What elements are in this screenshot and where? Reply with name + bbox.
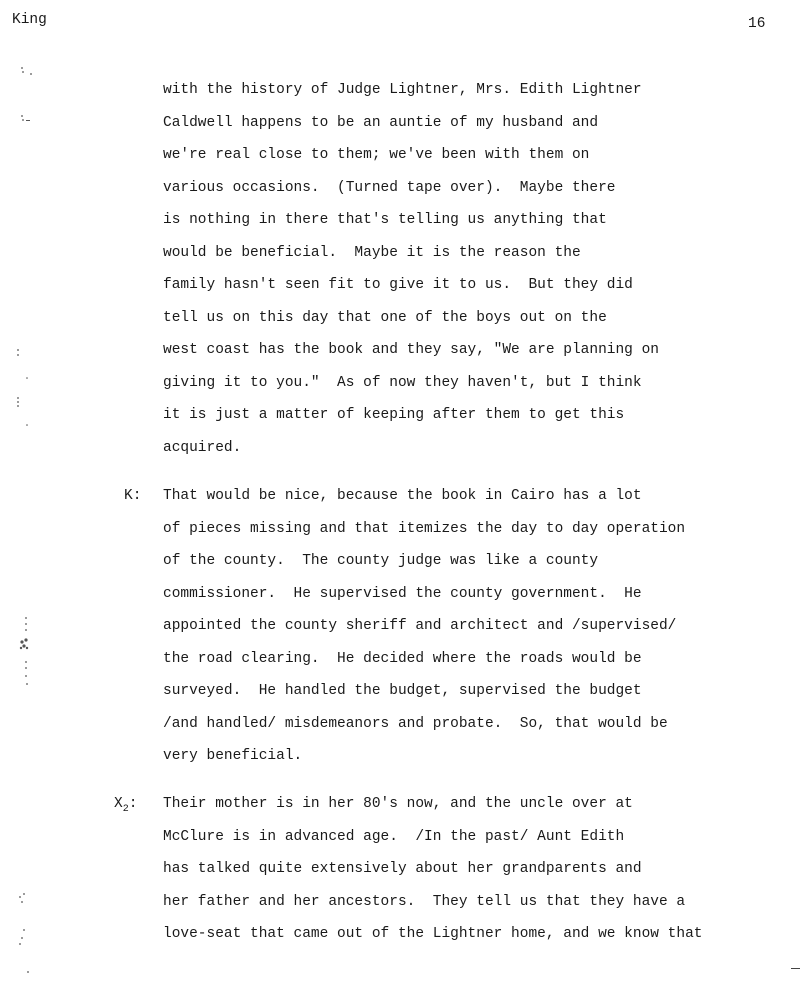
scan-artifacts — [0, 0, 60, 988]
speaker-letter: X — [114, 796, 123, 812]
text-line: very beneficial. — [163, 748, 303, 764]
page-number: 16 — [748, 16, 766, 32]
text-line: /and handled/ misdemeanors and probate. So, that would be — [163, 715, 668, 732]
paragraph-2 — [163, 480, 685, 773]
text-line: with the history of Judge Lightner, Mrs. Edith Lightner — [163, 82, 642, 98]
text-line: has talked quite extensively about her grandparents and — [163, 861, 642, 877]
text-line: McClure is in advanced age. /In the past/ Aunt Edith — [163, 828, 625, 845]
text-line: of pieces missing and that itemizes the day to day operation — [163, 520, 686, 537]
text-line: would be beneficial. Maybe it is the reason the — [163, 244, 581, 261]
text-line: appointed the county sheriff and architect and /supervised/ — [163, 618, 677, 634]
text-line: acquired. — [163, 439, 242, 456]
text-line: is nothing in there that's telling us anything that — [163, 212, 607, 228]
paragraph-3 — [163, 788, 703, 951]
running-header-name: King — [12, 12, 47, 28]
speaker-label-x2 — [114, 788, 137, 827]
text-line: various occasions. (Turned tape over). Maybe there — [163, 179, 616, 196]
text-line: west coast has the book and they say, "We are planning on — [163, 342, 659, 358]
speaker-label-k: K: — [124, 488, 142, 504]
text-line: it is just a matter of keeping after them to get this — [163, 407, 625, 423]
speaker-subscript: 2 — [122, 804, 129, 815]
text-line: giving it to you." As of now they haven't, but I think — [163, 374, 642, 391]
paragraph-1 — [163, 74, 659, 464]
text-line: love-seat that came out of the Lightner home, and we know that — [163, 926, 703, 942]
text-line: of the county. The county judge was like a county — [163, 553, 599, 569]
text-line: her father and her ancestors. They tell us that they have a — [163, 893, 686, 910]
text-line: tell us on this day that one of the boys out on the — [163, 309, 607, 326]
text-line: commissioner. He supervised the county government. He — [163, 585, 642, 602]
text-line: the road clearing. He decided where the roads would be — [163, 650, 642, 667]
speaker-colon: : — [128, 796, 138, 812]
text-line: That would be nice, because the book in Cairo has a lot — [163, 488, 642, 504]
scan-edge-mark — [791, 968, 800, 969]
text-line: surveyed. He handled the budget, supervised the budget — [163, 683, 642, 699]
text-line: Their mother is in her 80's now, and the uncle over at — [163, 796, 633, 812]
text-line: family hasn't seen fit to give it to us. But they did — [163, 277, 633, 293]
text-line: we're real close to them; we've been with them on — [163, 147, 590, 163]
text-line: Caldwell happens to be an auntie of my husband and — [163, 114, 599, 131]
